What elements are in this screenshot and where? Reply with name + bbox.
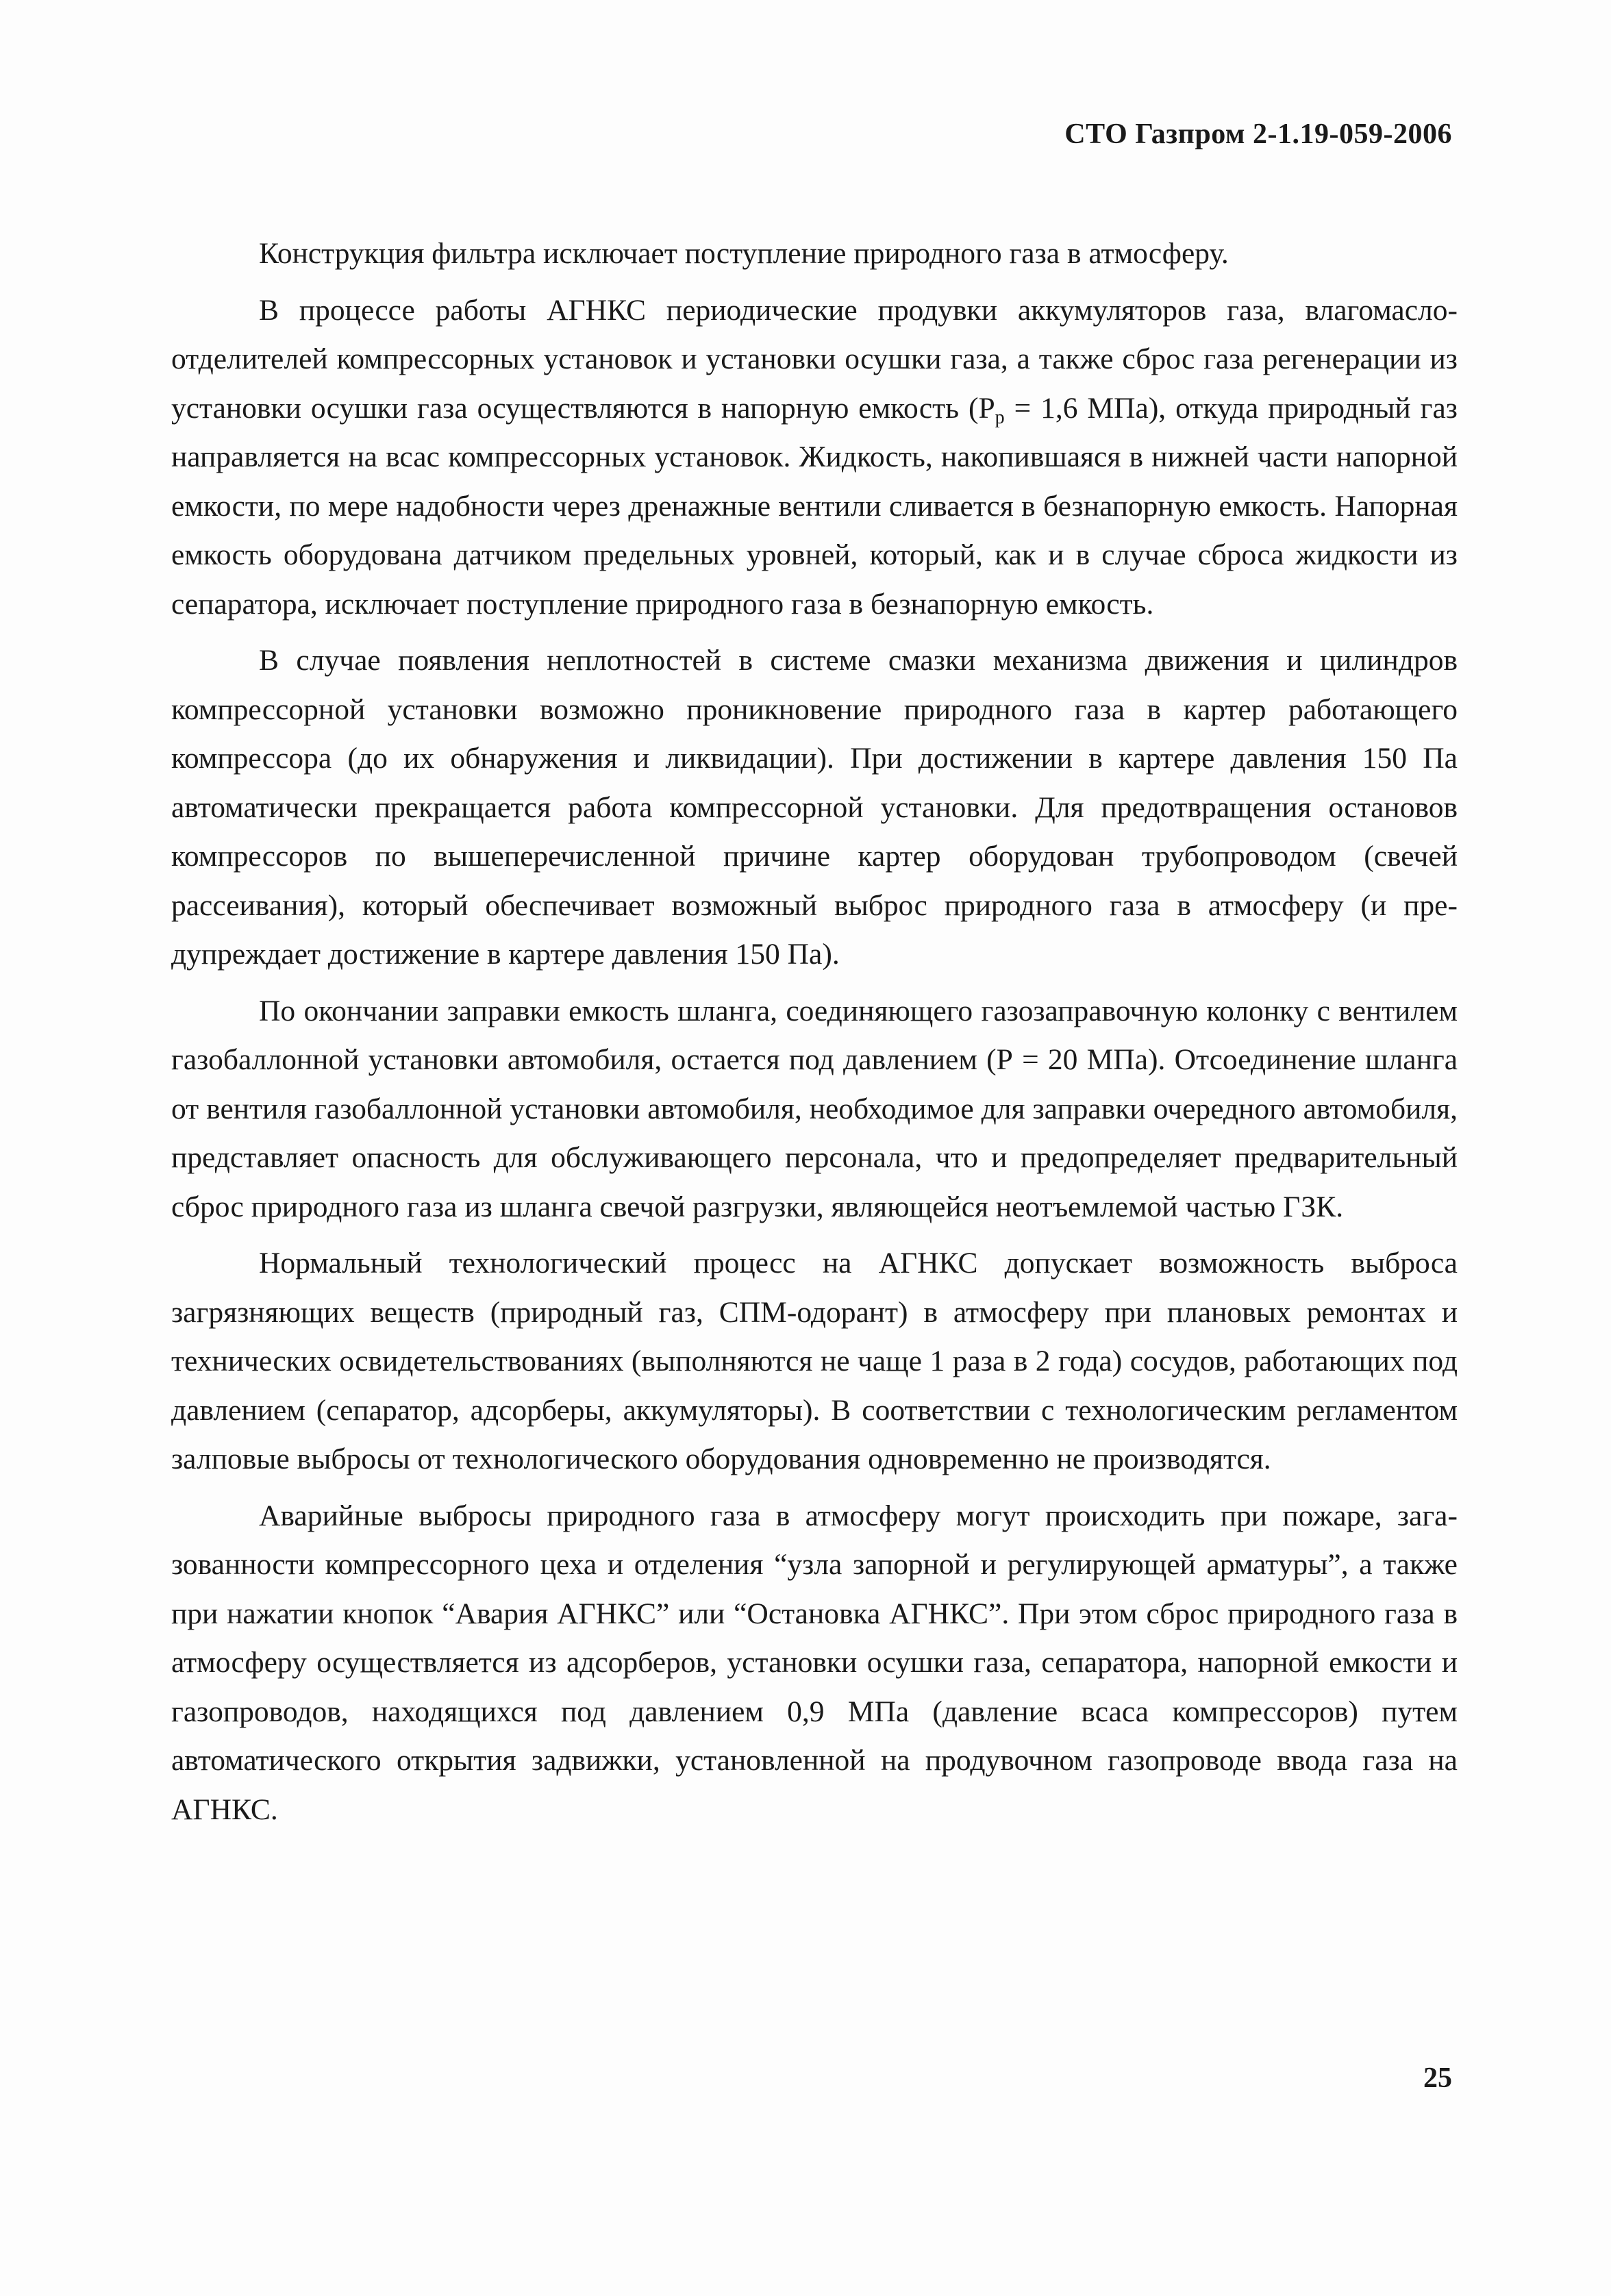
- paragraph-4: По окончании заправки емкость шланга, соединяющего газозаправочную колонку с вентилем газобаллонной установки автомобиля, остается под давлением (Р = 20 МПа). Отсоединение шланга от вентиля газобаллонной установки автомобиля, необходимое для заправки очередного автомобиля, представляет опасность для обслуживающего персонала, что и предопределяет предварительный сброс природного газа из шланга свечой разгрузки, являющейся неотъемлемой частью ГЗК.: [171, 994, 1458, 1223]
- page-number: 25: [1423, 2062, 1452, 2094]
- paragraph-2: [171, 286, 1458, 629]
- paragraph-3: В случае появления неплотностей в системе смазки механизма движения и цилиндров компрессорной установки возможно проникновение природного газа в картер работающего компрессора (до их обнаружения и ликвидации). При достижении в картере давления 150 Па автоматически прекращается работа компрессорной установки. Для предотвращения остановов компрессоров по вышеперечисленной причине картер оборудован трубопроводом (свечей рассеивания), который обеспечивает возможный выброс природного газа в атмосферу (и предупреждает достижение в картере давления 150 Па).: [171, 644, 1458, 971]
- document-header: СТО Газпром 2-1.19-059-2006: [1064, 118, 1452, 150]
- paragraph-6: Аварийные выбросы природного газа в атмосферу могут происходить при пожаре, загазованности компрессорного цеха и отделения “узла запорной и регулирующей арматуры”, а также при нажатии кнопок “Авария АГНКС” или “Остановка АГНКС”. При этом сброс природного газа в атмосферу осуществляется из адсорберов, установки осушки газа, сепаратора, напорной емкости и газопроводов, находящихся под давлением 0,9 МПа (давление всаса компрессоров) путем автоматического открытия задвижки, установленной на продувочном газопроводе ввода газа на АГНКС.: [171, 1499, 1458, 1826]
- paragraph-1: Конструкция фильтра исключает поступление природного газа в атмосферу.: [259, 237, 1229, 270]
- pressure-subscript: р: [995, 406, 1005, 428]
- paragraph-2-text-before: В процессе работы АГНКС периодические продувки аккумуляторов газа, влагомаслоотделителей компрессорных установок и установки осушки газа, а также сброс газа регенерации из установки осушки газа осуществляются в напорную емкость (Р: [171, 293, 1458, 425]
- paragraph-5: Нормальный технологический процесс на АГНКС допускает возможность выброса загрязняющих веществ (природный газ, СПМ-одорант) в атмосферу при плановых ремонтах и технических освидетельствованиях (выполняются не чаще 1 раза в 2 года) сосудов, работающих под давлением (сепаратор, адсорберы, аккумуляторы). В соответствии с технологическим регламентом залповые выбросы от технологического оборудования одновременно не производятся.: [171, 1247, 1458, 1475]
- paragraph-2-text-after: = 1,6 МПа), откуда природный газ направляется на всас компрессорных установок. Жидкость, накопившаяся в нижней части напорной емкости, по мере надобности через дренажные вентили сливается в безнапорную емкость. Напорная емкость оборудована датчиком предельных уровней, который, как и в случае сброса жидкости из сепаратора, исключает поступление природного газа в безнапорную емкость.: [171, 391, 1458, 621]
- body-text: [171, 229, 1458, 1842]
